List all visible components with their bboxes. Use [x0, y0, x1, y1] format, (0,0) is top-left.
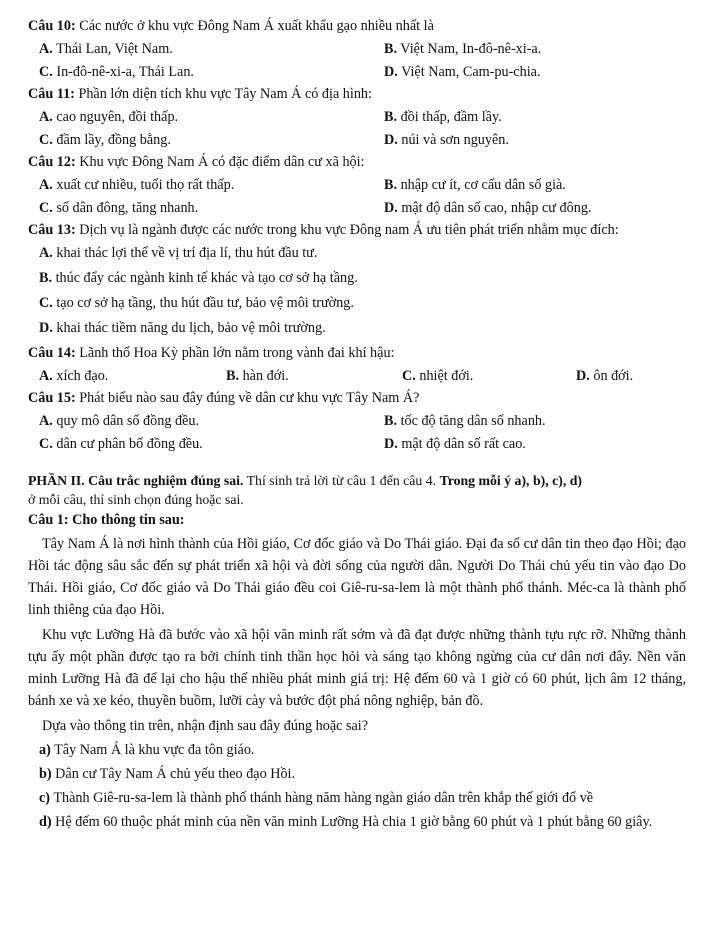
question-label: Câu 13: [28, 222, 76, 238]
info-paragraph-1: Tây Nam Á là nơi hình thành của Hồi giáo, Cơ đốc giáo và Do Thái giáo. Đại đa số cư dân tin theo đạo Hồi; đạo Hồi tác động sâu sắc đến sự phát triển xã hội và đời sống của người dân. Người Do Thái chủ yếu tin vào đạo Do Thái. Hồi giáo, Cơ đốc giáo và Do Thái giáo đều coi Giê-ru-sa-lem là một thành phố thánh. Méc-ca là thành phố linh thiêng của đạo Hồi. [28, 536, 686, 618]
question-title [28, 17, 686, 36]
question-text: Khu vực Đông Nam Á có đặc điểm dân cư xã hội: [75, 154, 365, 170]
options [39, 244, 686, 338]
statement-a: a) Tây Nam Á là khu vực đa tôn giáo. [39, 742, 255, 758]
statement-d: d) Hệ đếm 60 thuộc phát minh của nền văn minh Lưỡng Hà chia 1 giờ bằng 60 phút và 1 phút bằng 60 giây. [39, 814, 653, 830]
option-c: C. In-đô-nê-xi-a, Thái Lan. [39, 64, 194, 80]
question-title [28, 221, 686, 240]
part-2-instruction-bold: Trong mỗi ý a), b), c), d) [439, 473, 582, 488]
question-title [28, 153, 686, 172]
question-prompt: Dựa vào thông tin trên, nhận định sau đây đúng hoặc sai? [42, 718, 369, 734]
option-a: A. xuất cư nhiều, tuổi thọ rất thấp. [39, 177, 235, 193]
option-d: D. mật độ dân số cao, nhập cư đông. [384, 200, 592, 216]
question-14 [28, 344, 686, 386]
question-text: Dịch vụ là ngành được các nước trong khu vực Đông nam Á ưu tiên phát triển nhằm mục đích: [75, 222, 619, 238]
option-d: D. ôn đới. [576, 368, 634, 384]
part-2-header [28, 471, 686, 509]
part-2-instruction-line-1 [28, 471, 686, 490]
statement-b: b) Dân cư Tây Nam Á chủ yếu theo đạo Hồi. [39, 766, 296, 782]
option-a: A. cao nguyên, đồi thấp. [39, 109, 179, 125]
option-b: B. hàn đới. [226, 368, 289, 384]
question-15 [28, 389, 686, 454]
option-b: B. Việt Nam, In-đô-nê-xi-a. [384, 41, 542, 57]
question-text: Phần lớn diện tích khu vực Tây Nam Á có địa hình: [74, 86, 372, 102]
info-paragraph-2: Khu vực Lưỡng Hà đã bước vào xã hội văn minh rất sớm và đã đạt được những thành tựu rực rỡ. Những thành tựu ấy một phần được tạo ra bởi chính tinh thần học hỏi và sáng tạo không ngừng của cư dân nơi đây. Nền văn minh Lưỡng Hà đã để lại cho hậu thế nhiều phát minh giá trị: Hệ đếm 60 và 1 giờ có 60 phút, lịch âm 12 tháng, bánh xe và xe kéo, thuyền buồm, lưỡi cày và bước đột phá nông nghiệp, bản đồ. [28, 627, 686, 709]
option-d: D. mật độ dân số rất cao. [384, 436, 526, 452]
options [39, 176, 686, 218]
statement-list [28, 741, 686, 832]
question-12 [28, 153, 686, 218]
question-label: Câu 14: [28, 345, 76, 361]
question-label: Câu 11: [28, 86, 75, 102]
part-2-instruction-line-2: ở mỗi câu, thí sinh chọn đúng hoặc sai. [28, 492, 244, 507]
option-c: C. nhiệt đới. [402, 368, 474, 384]
question-text: Các nước ở khu vực Đông Nam Á xuất khẩu gạo nhiều nhất là [75, 18, 434, 34]
option-d: D. núi và sơn nguyên. [384, 132, 509, 148]
part-2-question-1-title: Câu 1: Cho thông tin sau: [28, 512, 185, 528]
question-11 [28, 85, 686, 150]
question-title [28, 344, 686, 363]
question-13 [28, 221, 686, 338]
option-c: C. tạo cơ sở hạ tầng, thu hút đầu tư, bảo vệ môi trường. [39, 295, 354, 311]
option-c: C. đầm lầy, đồng bằng. [39, 132, 171, 148]
option-b: B. đồi thấp, đầm lầy. [384, 109, 502, 125]
option-a: A. Thái Lan, Việt Nam. [39, 41, 173, 57]
part-2-heading: PHẦN II. Câu trắc nghiệm đúng sai. [28, 473, 244, 488]
options [39, 412, 686, 454]
option-d: D. khai thác tiềm năng du lịch, bảo vệ môi trường. [39, 320, 326, 336]
statement-c: c) Thành Giê-ru-sa-lem là thành phố thánh hàng năm hàng ngàn giáo dân trên khắp thế giới đổ về [39, 790, 594, 806]
part-2-instruction: Thí sinh trả lời từ câu 1 đến câu 4. [243, 473, 440, 488]
option-a: A. xích đạo. [39, 368, 109, 384]
question-text: Lãnh thổ Hoa Kỳ phần lớn nằm trong vành đai khí hậu: [75, 345, 395, 361]
option-b: B. thúc đẩy các ngành kinh tế khác và tạo cơ sở hạ tầng. [39, 270, 358, 286]
question-label: Câu 12: [28, 154, 76, 170]
options [39, 40, 686, 82]
question-label: Câu 15: [28, 390, 76, 406]
option-d: D. Việt Nam, Cam-pu-chia. [384, 64, 541, 80]
option-a: A. khai thác lợi thế về vị trí địa lí, thu hút đầu tư. [39, 245, 318, 261]
options [39, 367, 686, 386]
option-b: B. nhập cư ít, cơ cấu dân số già. [384, 177, 566, 193]
question-10 [28, 17, 686, 82]
option-c: C. dân cư phân bố đồng đều. [39, 436, 203, 452]
option-b: B. tốc độ tăng dân số nhanh. [384, 413, 546, 429]
question-title [28, 85, 686, 104]
option-c: C. số dân đông, tăng nhanh. [39, 200, 199, 216]
question-text: Phát biểu nào sau đây đúng về dân cư khu vực Tây Nam Á? [75, 390, 420, 406]
options [39, 108, 686, 150]
option-a: A. quy mô dân số đồng đều. [39, 413, 199, 429]
question-label: Câu 10: [28, 18, 76, 34]
question-title [28, 389, 686, 408]
